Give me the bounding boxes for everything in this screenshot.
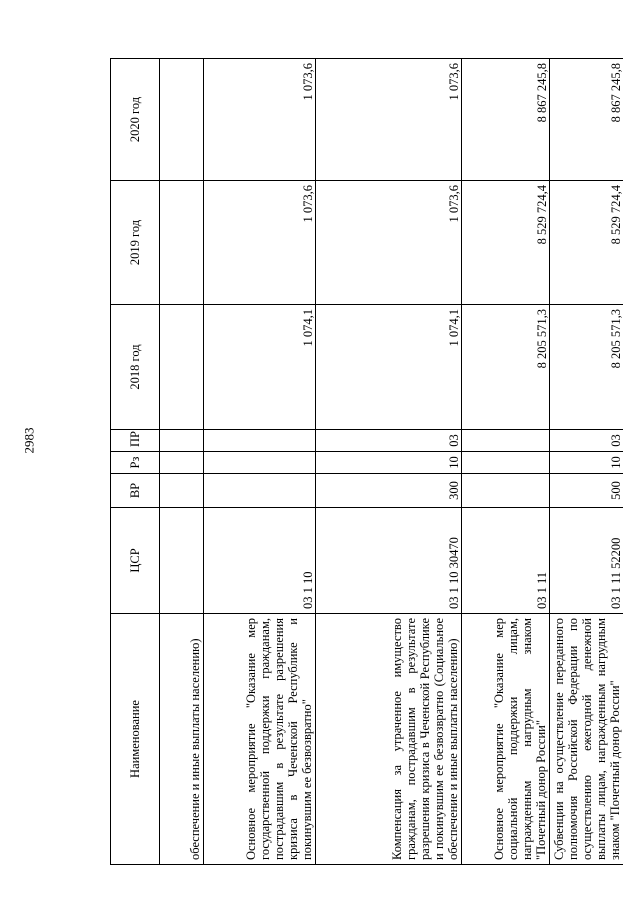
row-pr <box>204 430 316 452</box>
row-2019: 8 529 724,4 <box>462 181 550 305</box>
row-pr <box>160 430 204 452</box>
page-number: 2983 <box>21 427 37 454</box>
table-row <box>316 59 462 865</box>
row-name: Основное мероприятие "Оказание мер социальной поддержки лицам, награжденным нагрудным знаком "Почетный донор России" <box>462 614 550 865</box>
row-rz <box>160 452 204 474</box>
table-row <box>160 59 204 865</box>
row-rz <box>462 452 550 474</box>
row-pr <box>462 430 550 452</box>
header-rz: Рз <box>111 452 160 474</box>
row-2018: 8 205 571,3 <box>550 305 623 430</box>
header-2018: 2018 год <box>111 305 160 430</box>
header-csr: ЦСР <box>111 508 160 614</box>
row-name: обеспечение и иные выплаты населению) <box>160 614 204 865</box>
row-2018: 8 205 571,3 <box>462 305 550 430</box>
row-pr: 03 <box>550 430 623 452</box>
row-2020: 1 073,6 <box>316 59 462 181</box>
row-2018: 1 074,1 <box>316 305 462 430</box>
table-row <box>204 59 316 865</box>
row-2019: 1 073,6 <box>316 181 462 305</box>
row-csr: 03 1 10 30470 <box>316 508 462 614</box>
table-row <box>550 59 623 865</box>
row-vr: 500 <box>550 474 623 508</box>
budget-table-sheet <box>110 59 623 865</box>
row-csr: 03 1 11 52200 <box>550 508 623 614</box>
header-name: Наименование <box>111 614 160 865</box>
row-csr: 03 1 10 <box>204 508 316 614</box>
row-name: Субвенции на осуществление переданного полномочия Российской Федерации по осуществлению ежегодной денежной выплаты лицам, награжденным нагрудным знаком "Почетный донор России" <box>550 614 623 865</box>
row-vr <box>204 474 316 508</box>
row-2018: 1 074,1 <box>204 305 316 430</box>
row-pr: 03 <box>316 430 462 452</box>
header-pr: ПР <box>111 430 160 452</box>
row-2018 <box>160 305 204 430</box>
row-rz: 10 <box>316 452 462 474</box>
row-vr <box>462 474 550 508</box>
budget-table <box>110 58 623 865</box>
row-2019 <box>160 181 204 305</box>
row-csr: 03 1 11 <box>462 508 550 614</box>
row-2020 <box>160 59 204 181</box>
row-name: Основное мероприятие "Оказание мер государственной поддержки гражданам, пострадавшим в результате разрешения кризиса в Чеченской Республике и покинувшим ее безвозвратно" <box>204 614 316 865</box>
header-2019: 2019 год <box>111 181 160 305</box>
table-header-row <box>111 59 160 865</box>
row-rz <box>204 452 316 474</box>
table-row <box>462 59 550 865</box>
row-csr <box>160 508 204 614</box>
header-vr: ВР <box>111 474 160 508</box>
row-2020: 1 073,6 <box>204 59 316 181</box>
row-vr <box>160 474 204 508</box>
header-2020: 2020 год <box>111 59 160 181</box>
row-2020: 8 867 245,8 <box>462 59 550 181</box>
row-rz: 10 <box>550 452 623 474</box>
row-2019: 1 073,6 <box>204 181 316 305</box>
row-vr: 300 <box>316 474 462 508</box>
row-2020: 8 867 245,8 <box>550 59 623 181</box>
row-name: Компенсация за утраченное имущество гражданам, пострадавшим в результате разрешения кризиса в Чеченской Республике и покинувшим ее безвозвратно (Социальное обеспечение и иные выплаты населению) <box>316 614 462 865</box>
row-2019: 8 529 724,4 <box>550 181 623 305</box>
